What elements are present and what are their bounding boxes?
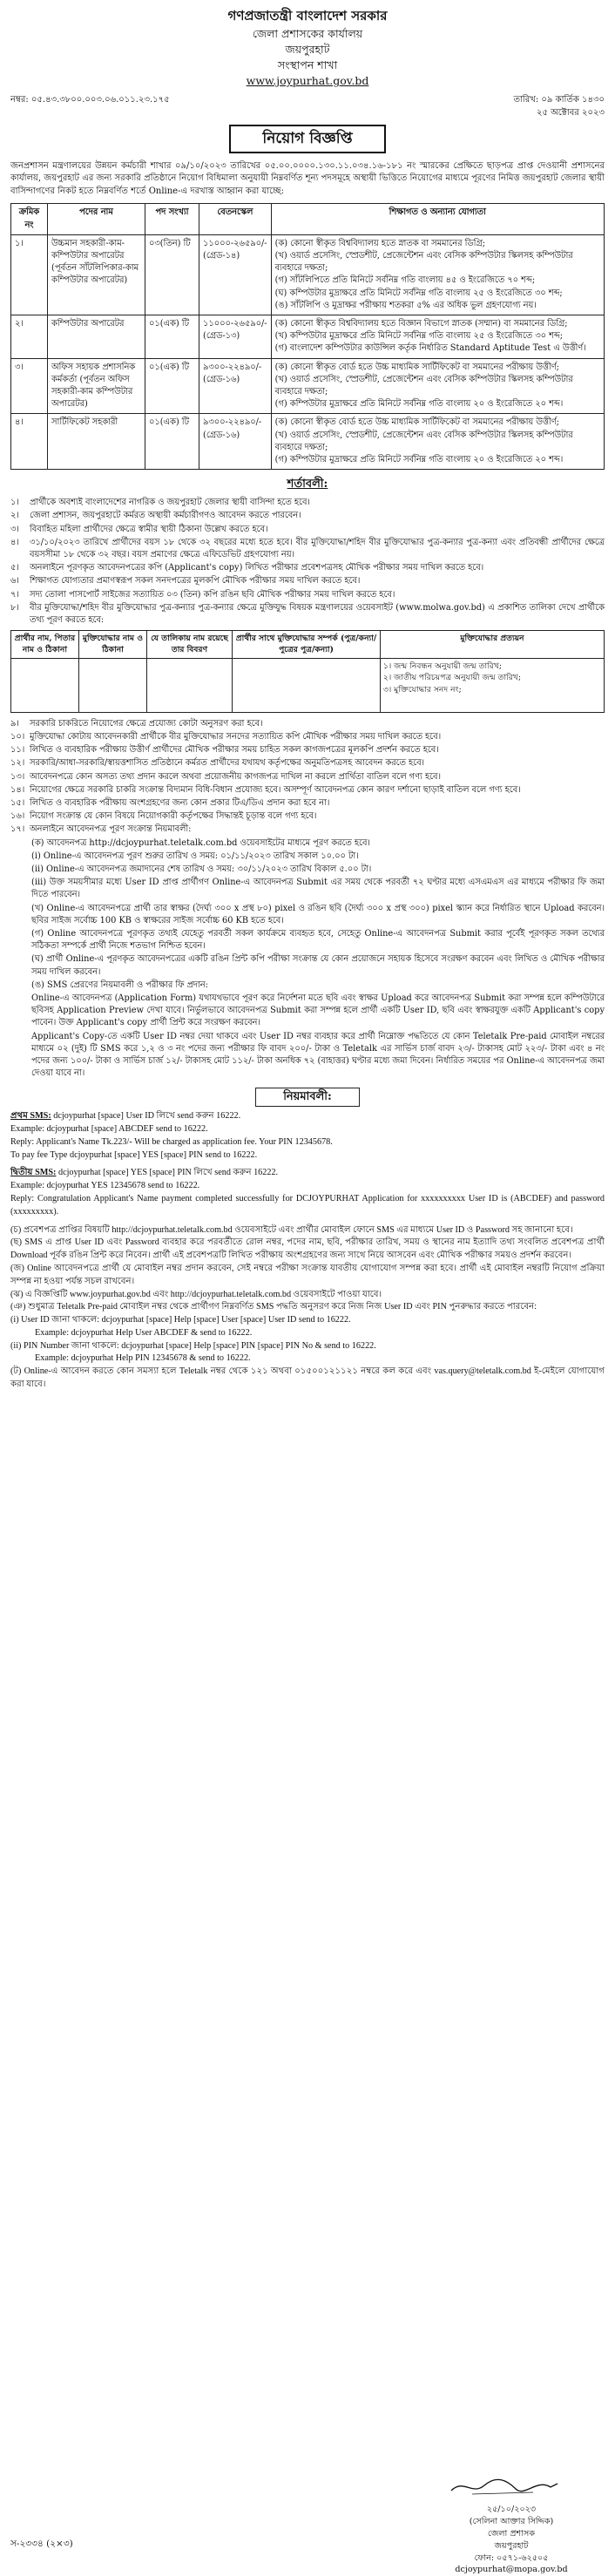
posts-table (10, 203, 605, 470)
rule-line: (i) User ID জানা থাকলে: dcjoypurhat [space] Help [space] User [space] User ID send to 16222. (10, 1315, 351, 1325)
qual-item: (ক) কোনো স্বীকৃত বোর্ড হতে উচ্চ মাধ্যমিক সার্টিফিকেট বা সমমানের পরীক্ষায় উত্তীর্ণ; (274, 417, 559, 428)
rule-line: (জ) Online আবেদনপত্রে প্রার্থী যে মোবাইল নম্বর প্রদান করবেন, সেই নম্বরে পরীক্ষা সংক্রান্ত যাবতীয় যোগাযোগ সম্পন্ন করা হবে। প্রার্থী এই মোবাইল নম্বরটি নিয়োগ প্রক্রিয়া সম্পন্ন না হওয়া পর্যন্ত সচল রাখবেন। (10, 1263, 605, 1286)
post-count: ০১(এক) টি (145, 414, 199, 470)
online-line: (iii) উক্ত সময়সীমার মধ্যে User ID প্রাপ্ত প্রার্থীগণ Online-এ আবেদনপত্র Submit এর সময় থেকে পরবর্তী ৭২ ঘণ্টার মধ্যে এসএমএস এর মাধ্যমে পরীক্ষার ফি জমা দিতে পারবেন। (31, 878, 605, 900)
info-col-relation: প্রার্থীর সাথে মুক্তিযোদ্ধার সম্পর্ক (পুত্র/কন্যা/পুত্রের পুত্র/কন্যা) (233, 631, 381, 659)
date-english: ২৫ অক্টোবর ২০২৩ (536, 107, 605, 118)
signature-date: ২৫/১০/২০২৩ (486, 2504, 537, 2514)
online-line: (ঘ) প্রার্থী Online-এ পূরণকৃত আবেদনপত্রের একটি রঙিন প্রিন্ট কপি পরীক্ষা সংক্রান্ত যে কোন প্রয়োজনে সহায়ক হিসেবে সংরক্ষণ করবেন এবং লিখিত ও মৌখিক পরীক্ষার সময় দাখিল করবেন। (31, 954, 605, 977)
list-item: ১০। মুক্তিযোদ্ধা কোটায় আবেদনকারী প্রার্থীকে বীর মুক্তিযোদ্ধার সনদের সত্যায়িত কপি মৌখিক পরীক্ষার সময় দাখিল করতে হবে। (10, 732, 442, 742)
signature-scribble (446, 2475, 577, 2498)
col-scale: বেতনস্কেল (199, 204, 272, 234)
qual-item: (ক) কোনো স্বীকৃত বোর্ড হতে উচ্চ মাধ্যমিক সার্টিফিকেট বা সমমানের পরীক্ষায় উত্তীর্ণ; (274, 362, 559, 372)
rule-line: (ট) Online-এ আবেদন করতে কোন সমস্যা হলে Teletalk নম্বর থেকে ১২১ অথবা ০১৫০০১২১১২১ নম্বরে কল করে এবং vas.query@teletalk.com.bd ই-মেইলে যোগাযোগ করা যাবে। (10, 1366, 605, 1389)
branch-name: সংস্থাপন শাখা (277, 58, 338, 71)
qual-item: (খ) ওয়ার্ড প্রসেসিং, স্প্রেডশীট, প্রেজেন্টেশন এবং বেসিক কম্পিউটার স্কিলসহ কম্পিউটার ব্যবহারে দক্ষতা; (274, 251, 573, 274)
qual-item: (গ) বাংলাদেশ কম্পিউটার কাউন্সিল কর্তৃক নির্ধারিত Standard Aptitude Test এ উত্তীর্ণ। (274, 343, 586, 354)
footer-code: স-২৩৩৪ (২×৩) (10, 2539, 73, 2549)
memo-row (10, 94, 605, 119)
online-line: Online-এ আবেদনপত্র (Application Form) যথাযথভাবে পূরণ করে নির্দেশনা মতে ছবি এবং স্বাক্ষর Upload করে আবেদনপত্র Submit করা সম্পন্ন হলে কম্পিউটারে ছবিসহ Application Preview দেখা যাবে। নির্ভুলভাবে আবেদনপত্র Submit করা সম্পন্ন হলে প্রার্থী একটি User ID, ছবি এবং স্বাক্ষরযুক্ত একটি Applicant's copy পাবেন। উক্ত Applicant's copy প্রার্থী প্রিন্ট করে সংরক্ষণ করবেন। (31, 993, 605, 1028)
date-label: তারিখ: (513, 95, 539, 105)
post-sl: ৪। (11, 414, 48, 470)
signer-name: (সেলিনা আক্তার সিদ্দিক) (469, 2516, 554, 2526)
info-cell (233, 658, 381, 712)
info-note: ১। জন্ম নিবন্ধন অনুযায়ী জন্ম তারিখ; (383, 661, 502, 671)
freedom-fighter-table (10, 630, 605, 713)
qual-item: (ঙ) সাঁটলিপি ও মুদ্রাক্ষর পরীক্ষায় শতকরা ৫% এর অধিক ভুল গ্রহণযোগ্য নয়। (274, 300, 537, 310)
first-sms-label: প্রথম SMS: (10, 1111, 51, 1122)
list-item: ৪। ৩১/১০/২০২৩ তারিখে প্রার্থীদের বয়স ১৮ থেকে ৩২ বছরের মধ্যে হতে হবে। বীর মুক্তিযোদ্ধা/শহিদ বীর মুক্তিযোদ্ধার পুত্র-কন্যার পুত্র-কন্যা এবং প্রতিবন্ধী প্রার্থীদের ক্ষেত্রে বয়সসীমা ১৮ থেকে ৩২ বছর। বয়স প্রমাণের ক্ষেত্রে এফিডেভিট গ্রহণযোগ্য নয়। (10, 537, 605, 559)
online-line: (খ) Online-এ আবেদনপত্রে প্রার্থী তার স্বাক্ষর (দৈর্ঘ্য ৩০০ x প্রস্থ ৮০) pixel ও রঙিন ছবি (দৈর্ঘ্য ৩০০ x প্রস্থ ৩০০) pixel স্ক্যান করে নির্ধারিত স্থানে Upload করবেন। ছবির সাইজ সর্বোচ্চ 100 KB ও স্বাক্ষরের সাইজ সর্বোচ্চ 60 KB হতে হবে। (31, 903, 605, 925)
list-item: ১২। সরকারি/আধা-সরকারি/স্বায়ত্তশাসিত প্রতিষ্ঠানে কর্মরত প্রার্থীদের যথাযথ কর্তৃপক্ষের অনুমতিপত্রসহ আবেদন করতে হবে। (10, 758, 425, 769)
qual-item: (গ) কম্পিউটার মুদ্রাক্ষরে প্রতি মিনিটে সর্বনিম্ন গতি বাংলায় ২০ ও ইংরেজিতে ২০ শব্দ। (274, 399, 564, 410)
rule-line: (ঝ) এ বিজ্ঞপ্তিটি www.joypurhat.gov.bd এবং http://dcjoypurhat.teletalk.com.bd ওয়েবসাইটে পাওয়া যাবে। (10, 1289, 382, 1299)
list-item: ৭। সদ্য তোলা পাসপোর্ট সাইজের সত্যায়িত ০৩ (তিন) কপি রঙিন ছবি মৌখিক পরীক্ষার সময় দাখিল করতে হবে। (10, 589, 395, 600)
info-col-ff-name: মুক্তিযোদ্ধার নাম ও ঠিকানা (79, 631, 147, 659)
info-header-row (11, 631, 605, 659)
qual-item: (গ) সাঁটলিপিতে প্রতি মিনিটে সর্বনিম্ন গতি বাংলায় ৪৫ ও ইংরেজিতে ৭০ শব্দ; (274, 275, 536, 286)
info-cell (11, 658, 79, 712)
post-name: অফিস সহায়ক প্রশাসনিক কর্মকর্তা (পূর্বতন অফিস সহকারী-কাম কম্পিউটার অপারেটর) (48, 358, 145, 414)
post-name: উচ্চমান সহকারী-কাম-কম্পিউটার অপারেটর (পূর্বতন সাঁটলিপিকার-কাম কম্পিউটার অপারেটর) (48, 234, 145, 315)
post-quals (271, 414, 604, 470)
post-quals (271, 234, 604, 315)
qual-item: (গ) কম্পিউটার মুদ্রাক্ষরে প্রতি মিনিটে সর্বনিম্ন গতি বাংলায় ২০ ও ইংরেজিতে ২০ শব্দ। (274, 455, 564, 465)
col-name: পদের নাম (48, 204, 145, 234)
list-item: ৩। বিবাহিত মহিলা প্রার্থীদের ক্ষেত্রে স্বামীর স্থায়ী ঠিকানা উল্লেখ করতে হবে। (10, 524, 268, 534)
district-name: জয়পুরহাট (285, 42, 330, 56)
info-notes (381, 658, 605, 712)
post-sl: ২। (11, 315, 48, 359)
signer-role: জেলা প্রশাসক (487, 2528, 536, 2539)
info-col-candidate: প্রার্থীর নাম, পিতার নাম ও ঠিকানা (11, 631, 79, 659)
col-sl: ক্রমিক নং (11, 204, 48, 234)
post-name: কম্পিউটার অপারেটর (48, 315, 145, 359)
first-sms-cmd: dcjoypurhat [space] User ID লিখে send করুন 16222. (53, 1111, 241, 1122)
post-sl: ৩। (11, 358, 48, 414)
second-sms-block (10, 1167, 605, 1218)
notice-title: নিয়োগ বিজ্ঞপ্তি (229, 125, 386, 153)
first-sms-example: Example: dcjoypurhat [space] ABCDEF send to 16222. (10, 1124, 208, 1135)
memo-dates (514, 94, 605, 119)
post-scale: ১১০০০-২৬৫৯০/- (গ্রেড-১৪) (199, 234, 272, 315)
col-quals: শিক্ষাগত ও অন্যান্য যোগ্যতা (271, 204, 604, 234)
post-count: ০১(এক) টি (145, 315, 199, 359)
list-item: ১৭। অনলাইনে আবেদনপত্র পূরণ সংক্রান্ত নিয়মাবলী: (10, 824, 192, 835)
office-name: জেলা প্রশাসকের কার্যালয় (252, 26, 363, 40)
second-sms-reply: Reply: Congratulation Applicant's Name payment completed successfully for DCJOYPURHAT Application for xxxxxxxxxx User ID is (ABCDEF) and password (xxxxxxxxx). (10, 1194, 605, 1217)
list-item: ৮। বীর মুক্তিযোদ্ধা/শহিদ বীর মুক্তিযোদ্ধার পুত্র-কন্যার পুত্র-কন্যার ক্ষেত্রে মুক্তিযুদ্ধ বিষয়ক মন্ত্রণালয়ের ওয়েবসাইট (www.molwa.gov.bd) এ প্রকাশিত তালিকা দেখে প্রার্থীকে তথ্য পূরণ করতে হবে: (10, 602, 605, 625)
online-line: (ক) আবেদনপত্র http://dcjoypurhat.teletalk.com.bd ওয়েবসাইটের মাধ্যমে পূরণ করতে হবে। (31, 837, 370, 848)
table-row (11, 234, 605, 315)
second-sms-label: দ্বিতীয় SMS: (10, 1168, 57, 1178)
qual-item: (ক) কোনো স্বীকৃত বিশ্ববিদ্যালয় হতে স্নাতক বা সমমানের ডিগ্রি; (274, 238, 486, 248)
info-col-certificate: মুক্তিযোদ্ধার প্রত্যয়ন (381, 631, 605, 659)
intro-paragraph: জনপ্রশাসন মন্ত্রণালয়ের উন্নয়ন কর্মচারী শাখার ০৯/১০/২০২৩ তারিখের ০৫.০০.০০০০.১৩০.১১.০৩৪.১৬-১৮১ নং স্মারকের প্রেক্ষিতে ছাড়পত্র প্রাপ্ত দেওয়ানী প্রশাসনের কার্যালয়, জয়পুরহাট এর জন্য সরকারি প্রতিষ্ঠানে নিয়োগ বিধিমালা অনুযায়ী নিম্নবর্ণিত শূন্য পদসমূহে অস্থায়ী ভিত্তিতে নিয়োগের মাধ্যমে পূরণের নিমিত্ত জয়পুরহাট জেলার স্থায়ী বাসিন্দাগণের নিকট হতে নিম্নবর্ণিত শর্তে Online-এ দরখাস্ত আহ্বান করা যাচ্ছে: (10, 160, 605, 196)
list-item: ১৬। নিয়োগ সংক্রান্ত যে কোন বিষয়ে নিয়োগকারী কর্তৃপক্ষের সিদ্ধান্তই চূড়ান্ত বলে গণ্য হবে। (10, 811, 317, 822)
info-col-list: যে তালিকায় নাম রয়েছে তার বিবরণ (147, 631, 233, 659)
qual-item: (খ) ওয়ার্ড প্রসেসিং, স্প্রেডশীট, প্রেজেন্টেশন এবং বেসিক কম্পিউটার স্কিলসহ কম্পিউটার ব্যবহারে দক্ষতা; (274, 374, 573, 397)
qual-item: (ঘ) কম্পিউটার মুদ্রাক্ষরে প্রতি মিনিটে সর্বনিম্ন গতি বাংলায় ২৫ ও ইংরেজিতে ৩০ শব্দ; (274, 288, 563, 298)
rule-line: (ii) PIN Number জানা থাকলে: dcjoypurhat [space] Help [space] PIN [space] PIN No & send to 16222. (10, 1340, 376, 1351)
govt-title: গণপ্রজাতন্ত্রী বাংলাদেশ সরকার (227, 8, 388, 24)
online-instructions (10, 837, 605, 1081)
info-row (11, 658, 605, 712)
online-line: (গ) Online আবেদনপত্রে পূরণকৃত তথ্যই যেহেতু পরবর্তী সকল কার্যক্রমে ব্যবহৃত হবে, সেহেতু Online-এ আবেদনপত্র Submit করার পূর্বেই পূরণকৃত সকল তথ্যের সঠিকতা সম্পর্কে প্রার্থী নিজে শতভাগ নিশ্চিত হবেন। (31, 929, 605, 952)
posts-header-row (11, 204, 605, 234)
info-cell (147, 658, 233, 712)
list-item: ১। প্রার্থীকে অবশ্যই বাংলাদেশের নাগরিক ও জয়পুরহাট জেলার স্থায়ী বাসিন্দা হতে হবে। (10, 498, 310, 508)
rule-example: Example: dcjoypurhat Help User ABCDEF & send to 16222. (35, 1327, 253, 1338)
website-link[interactable]: www.joypurhat.gov.bd (246, 74, 369, 88)
sms-rules (10, 1110, 605, 1391)
signer-place: জয়পুরহাট (494, 2540, 529, 2551)
info-cell (79, 658, 147, 712)
post-count: ০৩(তিন) টি (145, 234, 199, 315)
memo-number: নম্বর: ০৫.৪৩.৩৮০০.০০৩.০৬.০১১.২৩.১৭৫ (10, 95, 170, 105)
online-line: (ঙ) SMS প্রেরণের নিয়মাবলী ও পরীক্ষার ফি প্রদান: (31, 980, 208, 990)
online-line: Applicant's Copy-তে একটি User ID নম্বর দেয়া থাকবে এবং User ID নম্বর ব্যবহার করে প্রার্থী নিম্নোক্ত পদ্ধতিতে যে কোন Teletalk Pre-paid মোবাইল নম্বরের মাধ্যমে ০২ (দুই) টি SMS করে ১,২ ও ৩ নং পদের জন্য পরীক্ষার ফি বাবদ ২০০/- টাকা ও Teletalk এর সার্ভিস চার্জ বাবদ ২৩/- টাকাসহ মোট ২২৩/- টাকা এবং ৪ নং পদের জন্য ১০০/- টাকা ও সার্ভিস চার্জ ১২/- টাকাসহ মোট ১১২/- টাকা অনধিক ৭২ (বাহাত্তর) ঘণ্টার মধ্যে জমা দিবেন। নির্ধারিত সময়ের পর Online-এ আবেদনপত্র জমা দেওয়া যাবে না। (31, 1031, 605, 1079)
list-item: ১৫। লিখিত ও ব্যবহারিক পরীক্ষায় অংশগ্রহণের জন্য কোন প্রকার টিএ/ডিএ প্রদান করা হবে না। (10, 798, 330, 809)
header (10, 7, 605, 89)
info-note: ২। জাতীয় পরিচয়পত্র অনুযায়ী জন্ম তারিখ; (383, 673, 521, 683)
post-quals (271, 358, 604, 414)
online-line: (ii) Online-এ আবেদনপত্র জমাদানের শেষ তারিখ ও সময়: ৩০/১১/২০২৩ তারিখ বিকাল ৫.০০ টা। (31, 864, 372, 875)
first-sms-block (10, 1110, 605, 1162)
signer-email[interactable]: dcjoypurhat@mopa.gov.bd (455, 2565, 568, 2575)
conditions-title: শর্তাবলী: (287, 478, 328, 491)
post-scale: ১১০০০-২৬৫৯০/- (গ্রেড-১৩) (199, 315, 272, 359)
date-bangla: ০৯ কার্তিক ১৪৩০ (541, 95, 605, 105)
table-row (11, 315, 605, 359)
table-row (11, 414, 605, 470)
qual-item: (ক) কোনো স্বীকৃত বিশ্ববিদ্যালয় হতে বিজ্ঞান বিভাগে স্নাতক (সম্মান) বা সমমানের ডিগ্রি; (274, 319, 568, 329)
qual-item: (খ) কম্পিউটার মুদ্রাক্ষরে প্রতি মিনিটে সর্বনিম্ন গতি বাংলায় ২৫ ও ইংরেজিতে ৩০ শব্দ; (274, 331, 564, 342)
col-count: পদ সংখ্যা (145, 204, 199, 234)
first-sms-pay: To pay fee Type dcjoypurhat [space] YES [space] PIN send to 16222. (10, 1149, 258, 1160)
post-scale: ৯৩০০-২২৪৯০/- (গ্রেড-১৬) (199, 414, 272, 470)
conditions-list-2 (10, 718, 605, 837)
list-item: ৫। অনলাইনে পূরণকৃত আবেদনপত্রের কপি (Applicant's copy) লিখিত পরীক্ষার প্রবেশপত্রসহ মৌখিক পরীক্ষার সময় দাখিল করতে হবে। (10, 563, 484, 573)
list-item: ১১। লিখিত ও ব্যবহারিক পরীক্ষায় উত্তীর্ণ প্রার্থীদের মৌখিক পরীক্ষার সময় চাহিত সকল কাগজপত্রের মূলকপি প্রদর্শন করতে হবে। (10, 745, 439, 756)
second-sms-cmd: dcjoypurhat [space] YES [space] PIN লিখে send করুন 16222. (57, 1168, 279, 1178)
rule-line: (ছ) SMS এ প্রাপ্ত User ID এবং Password ব্যবহার করে পরবর্তীতে রোল নম্বর, পদের নাম, ছবি, পরীক্ষার তারিখ, সময় ও স্থানের নাম ইত্যাদি তথ্য সংবলিত প্রবেশপত্র প্রার্থী Download পূর্বক রঙিন প্রিন্ট করে নিবেন। প্রার্থী এই প্রবেশপত্রটি লিখিত পরীক্ষায় অংশগ্রহণের জন্য সাথে নিয়ে আসবেন এবং মৌখিক পরীক্ষার সময়ও প্রদর্শন করবেন। (10, 1237, 605, 1261)
info-note: ৩। মুক্তিযোদ্ধার সনদ নং; (383, 684, 462, 695)
second-sms-example: Example: dcjoypurhat YES 12345678 send to 16222. (10, 1181, 200, 1191)
rules-notes (10, 1224, 605, 1392)
post-scale: ৯৩০০-২২৪৯০/- (গ্রেড-১৬) (199, 358, 272, 414)
post-sl: ১। (11, 234, 48, 315)
first-sms-reply: Reply: Applicant's Name Tk.223/- Will be charged as application fee. Your PIN 12345678. (10, 1136, 333, 1147)
post-count: ০১(এক) টি (145, 358, 199, 414)
rule-example: Example: dcjoypurhat Help PIN 12345678 & send to 16222. (35, 1353, 251, 1364)
signature-block (429, 2475, 594, 2576)
online-line: (i) Online-এ আবেদনপত্র পূরণ শুরুর তারিখ ও সময়: ০১/১১/২০২৩ তারিখ সকাল ১০.০০ টা। (31, 851, 359, 861)
rule-line: (চ) প্রবেশপত্র প্রাপ্তির বিষয়টি http://dcjoypurhat.teletalk.com.bd ওয়েবসাইটে এবং প্রার্থীর মোবাইল ফোনে SMS এর মাধ্যমে User ID ও Password সহ জানানো হবে। (10, 1224, 573, 1235)
signer-phone: ফোন: ০৫৭১-৬২৫০৫ (474, 2552, 549, 2563)
list-item: ১৩। আবেদনপত্রে কোন অসত্য তথ্য প্রদান করলে অথবা প্রয়োজনীয় কাগজপত্র দাখিল না করলে প্রার্থিতা বাতিল বলে গণ্য হবে। (10, 771, 441, 782)
list-item: ৯। সরকারি চাকরিতে নিয়োগের ক্ষেত্রে প্রযোজ্য কোটা অনুসরণ করা হবে। (10, 718, 263, 729)
post-name: সার্টিফিকেট সহকারী (48, 414, 145, 470)
list-item: ২। জেলা প্রশাসন, জয়পুরহাটে কর্মরত অস্থায়ী কর্মচারীগণও আবেদন করতে পারবেন। (10, 511, 301, 521)
post-quals (271, 315, 604, 359)
list-item: ১৪। নিয়োগের ক্ষেত্রে সরকারি চাকরি সংক্রান্ত বিদ্যমান বিধি-বিধান প্রযোজ্য হবে। অসম্পূর্ণ আবেদনপত্র কোন কারণ দর্শানো ছাড়াই বাতিল বলে গণ্য হবে। (10, 784, 521, 795)
conditions-list (10, 497, 605, 627)
list-item: ৬। শিক্ষাগত যোগ্যতার প্রমাণস্বরূপ সকল সনদপত্রের মূলকপি মৌখিক পরীক্ষার সময় দাখিল করতে হবে। (10, 576, 361, 586)
table-row (11, 358, 605, 414)
qual-item: (খ) ওয়ার্ড প্রসেসিং, স্প্রেডশীট, প্রেজেন্টেশন এবং বেসিক কম্পিউটার স্কিলসহ কম্পিউটার ব্যবহারে দক্ষতা; (274, 430, 573, 452)
rule-line: (ঞ) শুধুমাত্র Teletalk Pre-paid মোবাইল নম্বর থেকে প্রার্থীগণ নিম্নবর্ণিত SMS পদ্ধতি অনুসরণ করে নিজ নিজ User ID এবং PIN পুনরুদ্ধার করতে পারবেন: (10, 1302, 537, 1312)
rules-title: নিয়মাবলী: (255, 1088, 360, 1108)
